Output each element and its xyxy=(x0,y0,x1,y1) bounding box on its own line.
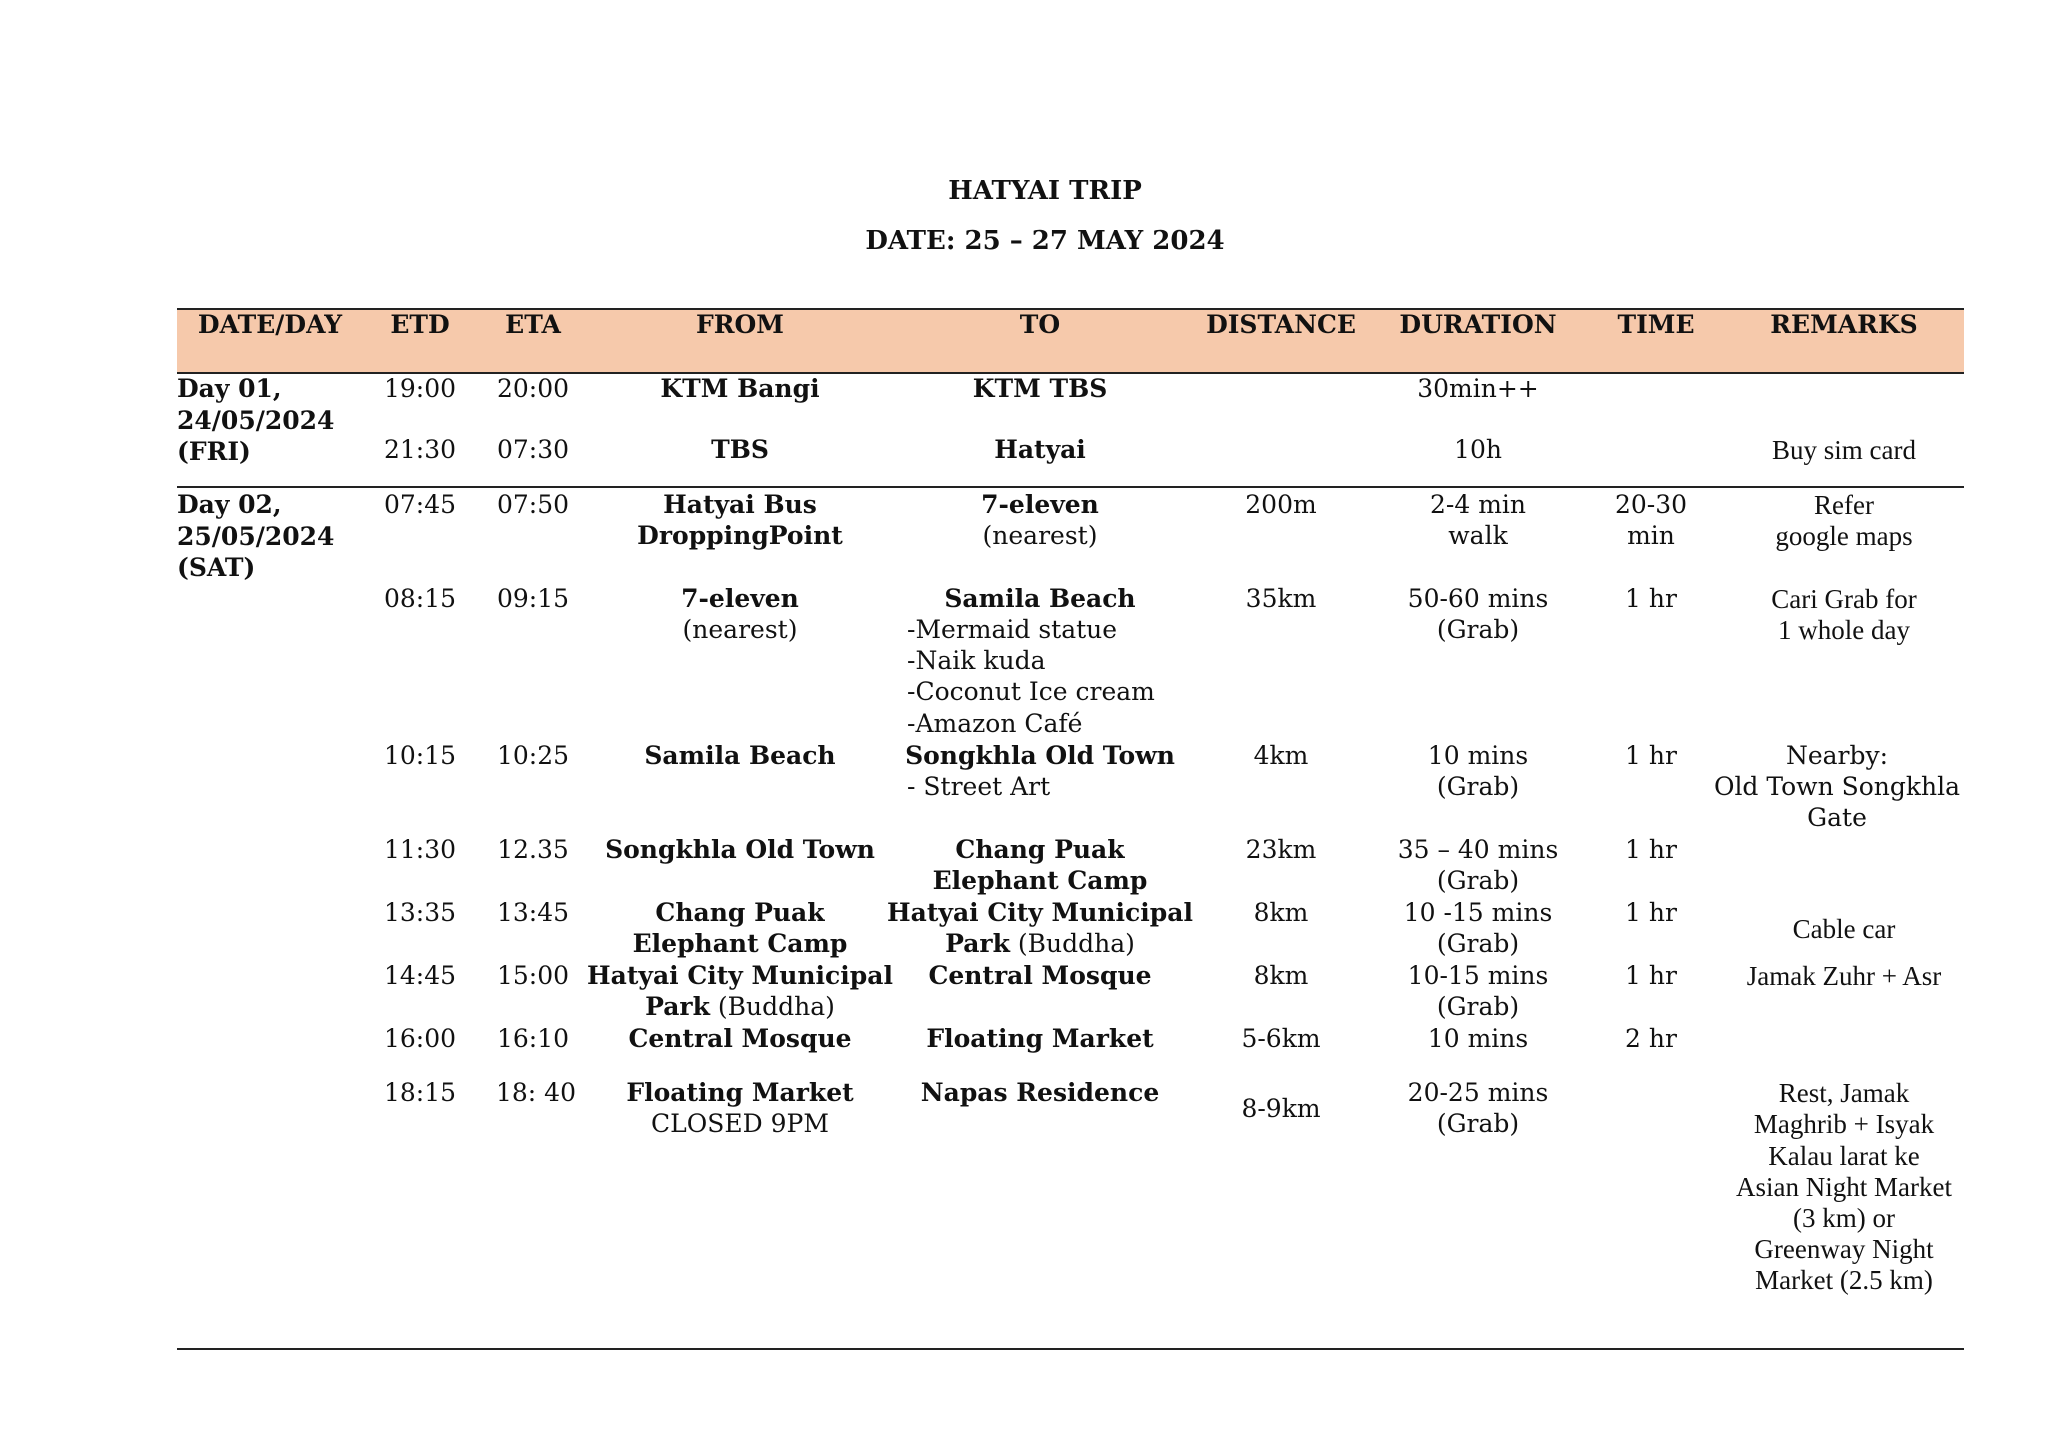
day2-row4-time: 1 hr xyxy=(1625,835,1677,864)
day2-row3-remarks-line1: Nearby: xyxy=(1785,741,1889,770)
day1-row2-remarks: Buy sim card xyxy=(1772,435,1916,465)
day2-row1-etd: 07:45 xyxy=(383,490,457,519)
day2-row8-remarks-line4: Asian Night Market xyxy=(1736,1172,1952,1202)
day1-row2-etd: 21:30 xyxy=(383,435,457,464)
day2-row5-to-line2 xyxy=(945,928,1135,960)
day2-row3-from: Samila Beach xyxy=(644,741,836,770)
day2-row1-distance: 200m xyxy=(1245,490,1317,519)
day2-row8-remarks-line2: Maghrib + Isyak xyxy=(1753,1109,1935,1139)
day-divider xyxy=(177,486,1964,488)
header-from: FROM xyxy=(696,310,784,339)
document-subtitle: DATE: 25 – 27 MAY 2024 xyxy=(865,226,1225,256)
day2-row8-remarks-line5: (3 km) or xyxy=(1793,1203,1895,1233)
day1-row2-duration: 10h xyxy=(1454,435,1502,464)
day2-row4-duration-line1: 35 – 40 mins xyxy=(1397,835,1559,864)
day2-row5-to-park: Park xyxy=(945,929,1010,958)
day2-row2-time: 1 hr xyxy=(1625,584,1677,613)
day2-row7-to: Floating Market xyxy=(926,1024,1154,1053)
day1-row2-to: Hatyai xyxy=(994,435,1086,464)
day2-row8-duration-line2: (Grab) xyxy=(1436,1109,1520,1138)
day2-row6-from-line2 xyxy=(645,991,835,1023)
day2-row7-duration: 10 mins xyxy=(1427,1024,1529,1053)
day2-row2-to-item1: -Mermaid statue xyxy=(907,615,1118,644)
day2-row6-eta: 15:00 xyxy=(496,961,570,990)
day1-row1-to: KTM TBS xyxy=(972,374,1108,403)
day2-row7-distance: 5-6km xyxy=(1241,1024,1321,1053)
header-etd: ETD xyxy=(390,310,450,339)
day2-row5-etd: 13:35 xyxy=(383,898,457,927)
day2-row3-etd: 10:15 xyxy=(383,741,457,770)
day2-row3-to: Songkhla Old Town xyxy=(905,741,1175,770)
document-title: HATYAI TRIP xyxy=(948,176,1142,206)
day2-label-line1: Day 02, xyxy=(177,490,282,519)
day2-row8-from-note: CLOSED 9PM xyxy=(651,1109,829,1138)
day2-row8-remarks-line3: Kalau larat ke xyxy=(1768,1141,1920,1171)
day2-row5-from-line1: Chang Puak xyxy=(655,898,825,927)
day2-row1-to: 7-eleven xyxy=(981,490,1099,519)
header-to: TO xyxy=(1019,310,1061,339)
day2-row8-eta: 18: 40 xyxy=(496,1078,576,1107)
day2-row6-from-park: Park xyxy=(645,992,710,1021)
day2-row2-remarks-line1: Cari Grab for xyxy=(1771,584,1917,614)
day2-row4-to-line1: Chang Puak xyxy=(955,835,1125,864)
day2-row1-duration-line1: 2-4 min xyxy=(1429,490,1527,519)
header-time: TIME xyxy=(1617,310,1695,339)
day2-row6-from-line1: Hatyai City Municipal xyxy=(587,961,893,990)
day2-row4-etd: 11:30 xyxy=(383,835,457,864)
day2-row6-remarks: Jamak Zuhr + Asr xyxy=(1746,961,1942,991)
day2-row8-remarks-line1: Rest, Jamak xyxy=(1778,1078,1910,1108)
header-remarks: REMARKS xyxy=(1770,310,1918,339)
day2-row1-eta: 07:50 xyxy=(496,490,570,519)
day2-row8-distance: 8-9km xyxy=(1241,1094,1321,1123)
day2-row1-time-line2: min xyxy=(1627,521,1675,550)
day2-row5-duration-line1: 10 -15 mins xyxy=(1403,898,1553,927)
day2-row3-distance: 4km xyxy=(1253,741,1309,770)
day2-label-line3: (SAT) xyxy=(177,553,256,582)
day1-row2-eta: 07:30 xyxy=(496,435,570,464)
day2-row6-etd: 14:45 xyxy=(383,961,457,990)
day2-row5-duration-line2: (Grab) xyxy=(1436,929,1520,958)
day2-row3-eta: 10:25 xyxy=(496,741,570,770)
day2-row8-etd: 18:15 xyxy=(383,1078,457,1107)
day2-row8-duration-line1: 20-25 mins xyxy=(1407,1078,1549,1107)
day2-row2-to-item3: -Coconut Ice cream xyxy=(907,677,1155,706)
table-bottom-rule xyxy=(177,1348,1964,1350)
day2-row6-duration-line1: 10-15 mins xyxy=(1407,961,1549,990)
day1-label-line2: 24/05/2024 xyxy=(177,406,335,435)
day2-row4-to-line2: Elephant Camp xyxy=(932,866,1148,895)
day1-row1-from: KTM Bangi xyxy=(660,374,820,403)
header-distance: DISTANCE xyxy=(1206,310,1356,339)
day1-label-line1: Day 01, xyxy=(177,374,282,403)
day2-row7-eta: 16:10 xyxy=(496,1024,570,1053)
day1-row1-duration: 30min++ xyxy=(1417,374,1539,403)
day2-row3-duration-line1: 10 mins xyxy=(1427,741,1529,770)
day2-row3-time: 1 hr xyxy=(1625,741,1677,770)
day2-row1-remarks-line1: Refer xyxy=(1814,490,1874,520)
day1-row1-eta: 20:00 xyxy=(496,374,570,403)
day2-row5-to-buddha: (Buddha) xyxy=(1009,929,1135,958)
day2-row2-remarks-line2: 1 whole day xyxy=(1778,615,1910,645)
day2-row5-from-line2: Elephant Camp xyxy=(632,929,848,958)
day2-row5-distance: 8km xyxy=(1253,898,1309,927)
day2-row6-from-buddha: (Buddha) xyxy=(709,992,835,1021)
day2-row2-to-item2: -Naik kuda xyxy=(907,646,1046,675)
day2-row3-remarks-line2: Old Town Songkhla xyxy=(1713,772,1961,801)
day2-row1-remarks-line2: google maps xyxy=(1775,521,1913,551)
day2-row7-etd: 16:00 xyxy=(383,1024,457,1053)
day2-row8-remarks-line6: Greenway Night xyxy=(1754,1234,1934,1264)
day2-row2-from: 7-eleven xyxy=(681,584,799,613)
day2-row2-distance: 35km xyxy=(1245,584,1317,613)
day2-row2-duration-line2: (Grab) xyxy=(1436,615,1520,644)
day2-row2-to: Samila Beach xyxy=(944,584,1136,613)
header-eta: ETA xyxy=(505,310,561,339)
day2-row4-duration-line2: (Grab) xyxy=(1436,866,1520,895)
header-duration: DURATION xyxy=(1399,310,1557,339)
day2-row8-to: Napas Residence xyxy=(920,1078,1160,1107)
day2-row3-duration-line2: (Grab) xyxy=(1436,772,1520,801)
day2-row4-from: Songkhla Old Town xyxy=(605,835,875,864)
day2-row1-duration-line2: walk xyxy=(1448,521,1508,550)
day2-row5-time: 1 hr xyxy=(1625,898,1677,927)
day2-row6-time: 1 hr xyxy=(1625,961,1677,990)
day2-row1-from-line1: Hatyai Bus xyxy=(663,490,817,519)
day2-row1-to-note: (nearest) xyxy=(982,521,1098,550)
day2-row2-duration-line1: 50-60 mins xyxy=(1407,584,1549,613)
day2-row4-eta: 12.35 xyxy=(497,835,569,864)
day2-row2-from-note: (nearest) xyxy=(682,615,798,644)
day2-row5-eta: 13:45 xyxy=(496,898,570,927)
day2-row6-to: Central Mosque xyxy=(928,961,1152,990)
day2-row6-duration-line2: (Grab) xyxy=(1436,992,1520,1021)
day2-row8-from: Floating Market xyxy=(626,1078,854,1107)
day2-row4-distance: 23km xyxy=(1245,835,1317,864)
day2-row3-remarks-line3: Gate xyxy=(1807,803,1867,832)
header-date-day: DATE/DAY xyxy=(197,310,343,339)
day2-label-line2: 25/05/2024 xyxy=(177,522,335,551)
day1-row1-etd: 19:00 xyxy=(383,374,457,403)
day2-row5-remarks: Cable car xyxy=(1792,914,1896,944)
day2-row1-from-line2: DroppingPoint xyxy=(637,521,843,550)
day2-row7-from: Central Mosque xyxy=(628,1024,852,1053)
day1-label-line3: (FRI) xyxy=(177,437,251,466)
day2-row2-eta: 09:15 xyxy=(496,584,570,613)
day2-row7-time: 2 hr xyxy=(1625,1024,1677,1053)
day2-row2-etd: 08:15 xyxy=(383,584,457,613)
day2-row6-distance: 8km xyxy=(1253,961,1309,990)
day2-row3-to-item1: - Street Art xyxy=(907,772,1051,801)
day2-row1-time-line1: 20-30 xyxy=(1614,490,1688,519)
day2-row8-remarks-line7: Market (2.5 km) xyxy=(1755,1265,1933,1295)
day2-row2-to-item4: -Amazon Café xyxy=(907,709,1083,738)
day1-row2-from: TBS xyxy=(711,435,769,464)
day2-row5-to-line1: Hatyai City Municipal xyxy=(887,898,1193,927)
